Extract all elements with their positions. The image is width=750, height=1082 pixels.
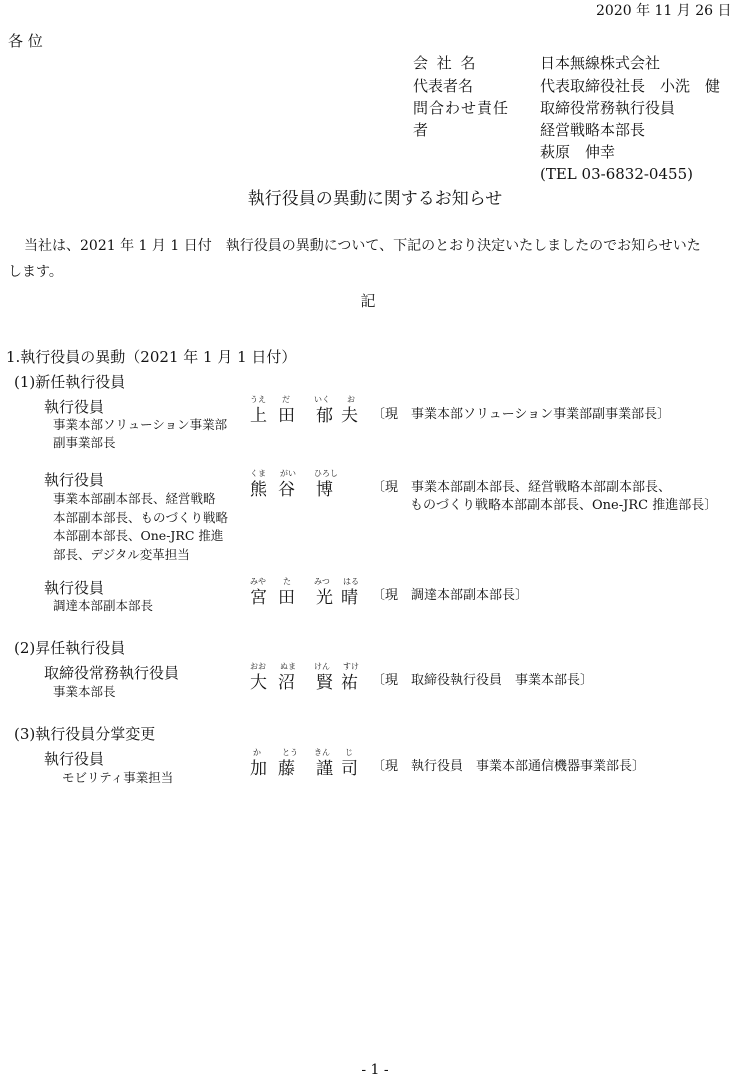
contact-title: 取締役常務執行役員 <box>540 99 676 117</box>
representative-label: 代表者名 <box>413 77 474 95</box>
person-name-char: 藤 <box>278 759 295 779</box>
person-role: 執行役員 <box>44 471 105 489</box>
person-name-char: 司 <box>341 759 358 779</box>
ki-marker: 記 <box>360 292 376 310</box>
person-desc: 本部副本部長、One-JRC 推進 <box>53 528 224 543</box>
current-position: 〔現 調達本部副本部長〕 <box>372 588 529 603</box>
person-name-char: 賢 <box>316 673 333 693</box>
name-ruby: お <box>347 395 355 404</box>
name-ruby: すけ <box>343 662 359 671</box>
current-position: 〔現 取締役執行役員 事業本部長〕 <box>372 673 594 688</box>
document-title: 執行役員の異動に関するお知らせ <box>247 189 503 209</box>
person-name-char: 宮 <box>250 588 267 608</box>
name-ruby: ひろし <box>314 469 338 478</box>
person-role: 執行役員 <box>44 398 105 416</box>
person-name-char: 光 <box>316 588 333 608</box>
name-ruby: いく <box>314 395 330 404</box>
section-heading: 1.執行役員の異動（2021 年 1 月 1 日付） <box>6 348 297 366</box>
page-number: - 1 - <box>361 1062 389 1078</box>
person-desc: 副事業部長 <box>53 435 116 450</box>
person-desc: モビリティ事業担当 <box>62 770 174 785</box>
current-position: 〔現 事業本部副本部長、経営戦略本部副本部長、 <box>372 480 672 495</box>
name-ruby: はる <box>343 577 359 586</box>
person-role: 執行役員 <box>44 579 105 597</box>
person-name-char: 谷 <box>278 480 295 500</box>
person-name-char: 田 <box>278 406 295 426</box>
person-name-char: 謹 <box>316 759 333 779</box>
representative-name: 代表取締役社長 小洗 健 <box>540 77 721 95</box>
person-desc: 事業本部長 <box>53 684 116 699</box>
name-ruby: ぬま <box>280 662 296 671</box>
name-ruby: みつ <box>314 577 330 586</box>
person-desc: 事業本部副本部長、経営戦略 <box>53 491 216 506</box>
person-desc: 本部副本部長、ものづくり戦略 <box>53 510 229 525</box>
person-desc: 調達本部副本部長 <box>53 598 154 613</box>
person-name-char: 晴 <box>341 588 358 608</box>
person-name-char: 加 <box>250 759 267 779</box>
name-ruby: みや <box>250 577 266 586</box>
name-ruby: くま <box>250 469 266 478</box>
name-ruby: おお <box>250 662 266 671</box>
intro-text-line-2: します。 <box>8 264 63 280</box>
company-name: 日本無線株式会社 <box>540 54 661 72</box>
name-ruby: た <box>283 577 291 586</box>
person-role: 取締役常務執行役員 <box>44 664 180 682</box>
contact-title-2: 経営戦略本部長 <box>540 121 646 139</box>
subsection-heading-promoted: (2)昇任執行役員 <box>14 639 126 657</box>
name-ruby: とう <box>282 748 298 757</box>
person-name-char: 熊 <box>250 480 267 500</box>
person-name-char: 上 <box>250 406 267 426</box>
person-desc: 事業本部ソリューション事業部 <box>53 417 228 432</box>
person-name-char: 田 <box>278 588 295 608</box>
person-name-char: 祐 <box>341 673 358 693</box>
document-date: 2020 年 11 月 26 日 <box>596 3 732 19</box>
person-name-char: 沼 <box>278 673 295 693</box>
current-position: ものづくり戦略本部副本部長、One-JRC 推進部長〕 <box>410 498 718 513</box>
person-name-char: 郁 <box>316 406 333 426</box>
person-name-char: 夫 <box>341 406 358 426</box>
name-ruby: けん <box>314 662 330 671</box>
company-label: 会 社 名 <box>413 54 478 72</box>
contact-label: 問合わせ責任 <box>413 99 510 117</box>
contact-name: 萩原 伸幸 <box>540 143 616 161</box>
current-position: 〔現 事業本部ソリューション事業部副事業部長〕 <box>372 407 671 422</box>
name-ruby: じ <box>345 748 353 757</box>
person-name-char: 博 <box>316 480 333 500</box>
name-ruby: か <box>253 748 261 757</box>
intro-text-line-1: 当社は、2021 年 1 月 1 日付 執行役員の異動について、下記のとおり決定いたしましたのでお知らせいた <box>24 238 701 254</box>
subsection-heading-new: (1)新任執行役員 <box>14 373 126 391</box>
contact-tel: (TEL 03-6832-0455) <box>540 165 693 183</box>
addressee: 各 位 <box>8 32 43 50</box>
person-role: 執行役員 <box>44 750 105 768</box>
name-ruby: うえ <box>250 395 266 404</box>
name-ruby: だ <box>282 395 290 404</box>
current-position: 〔現 執行役員 事業本部通信機器事業部長〕 <box>372 759 646 774</box>
name-ruby: がい <box>280 469 296 478</box>
name-ruby: きん <box>314 748 330 757</box>
person-desc: 部長、デジタル変革担当 <box>53 547 190 562</box>
person-name-char: 大 <box>250 673 267 693</box>
contact-label-cont: 者 <box>413 121 429 139</box>
subsection-heading-duty-change: (3)執行役員分掌変更 <box>14 725 156 743</box>
